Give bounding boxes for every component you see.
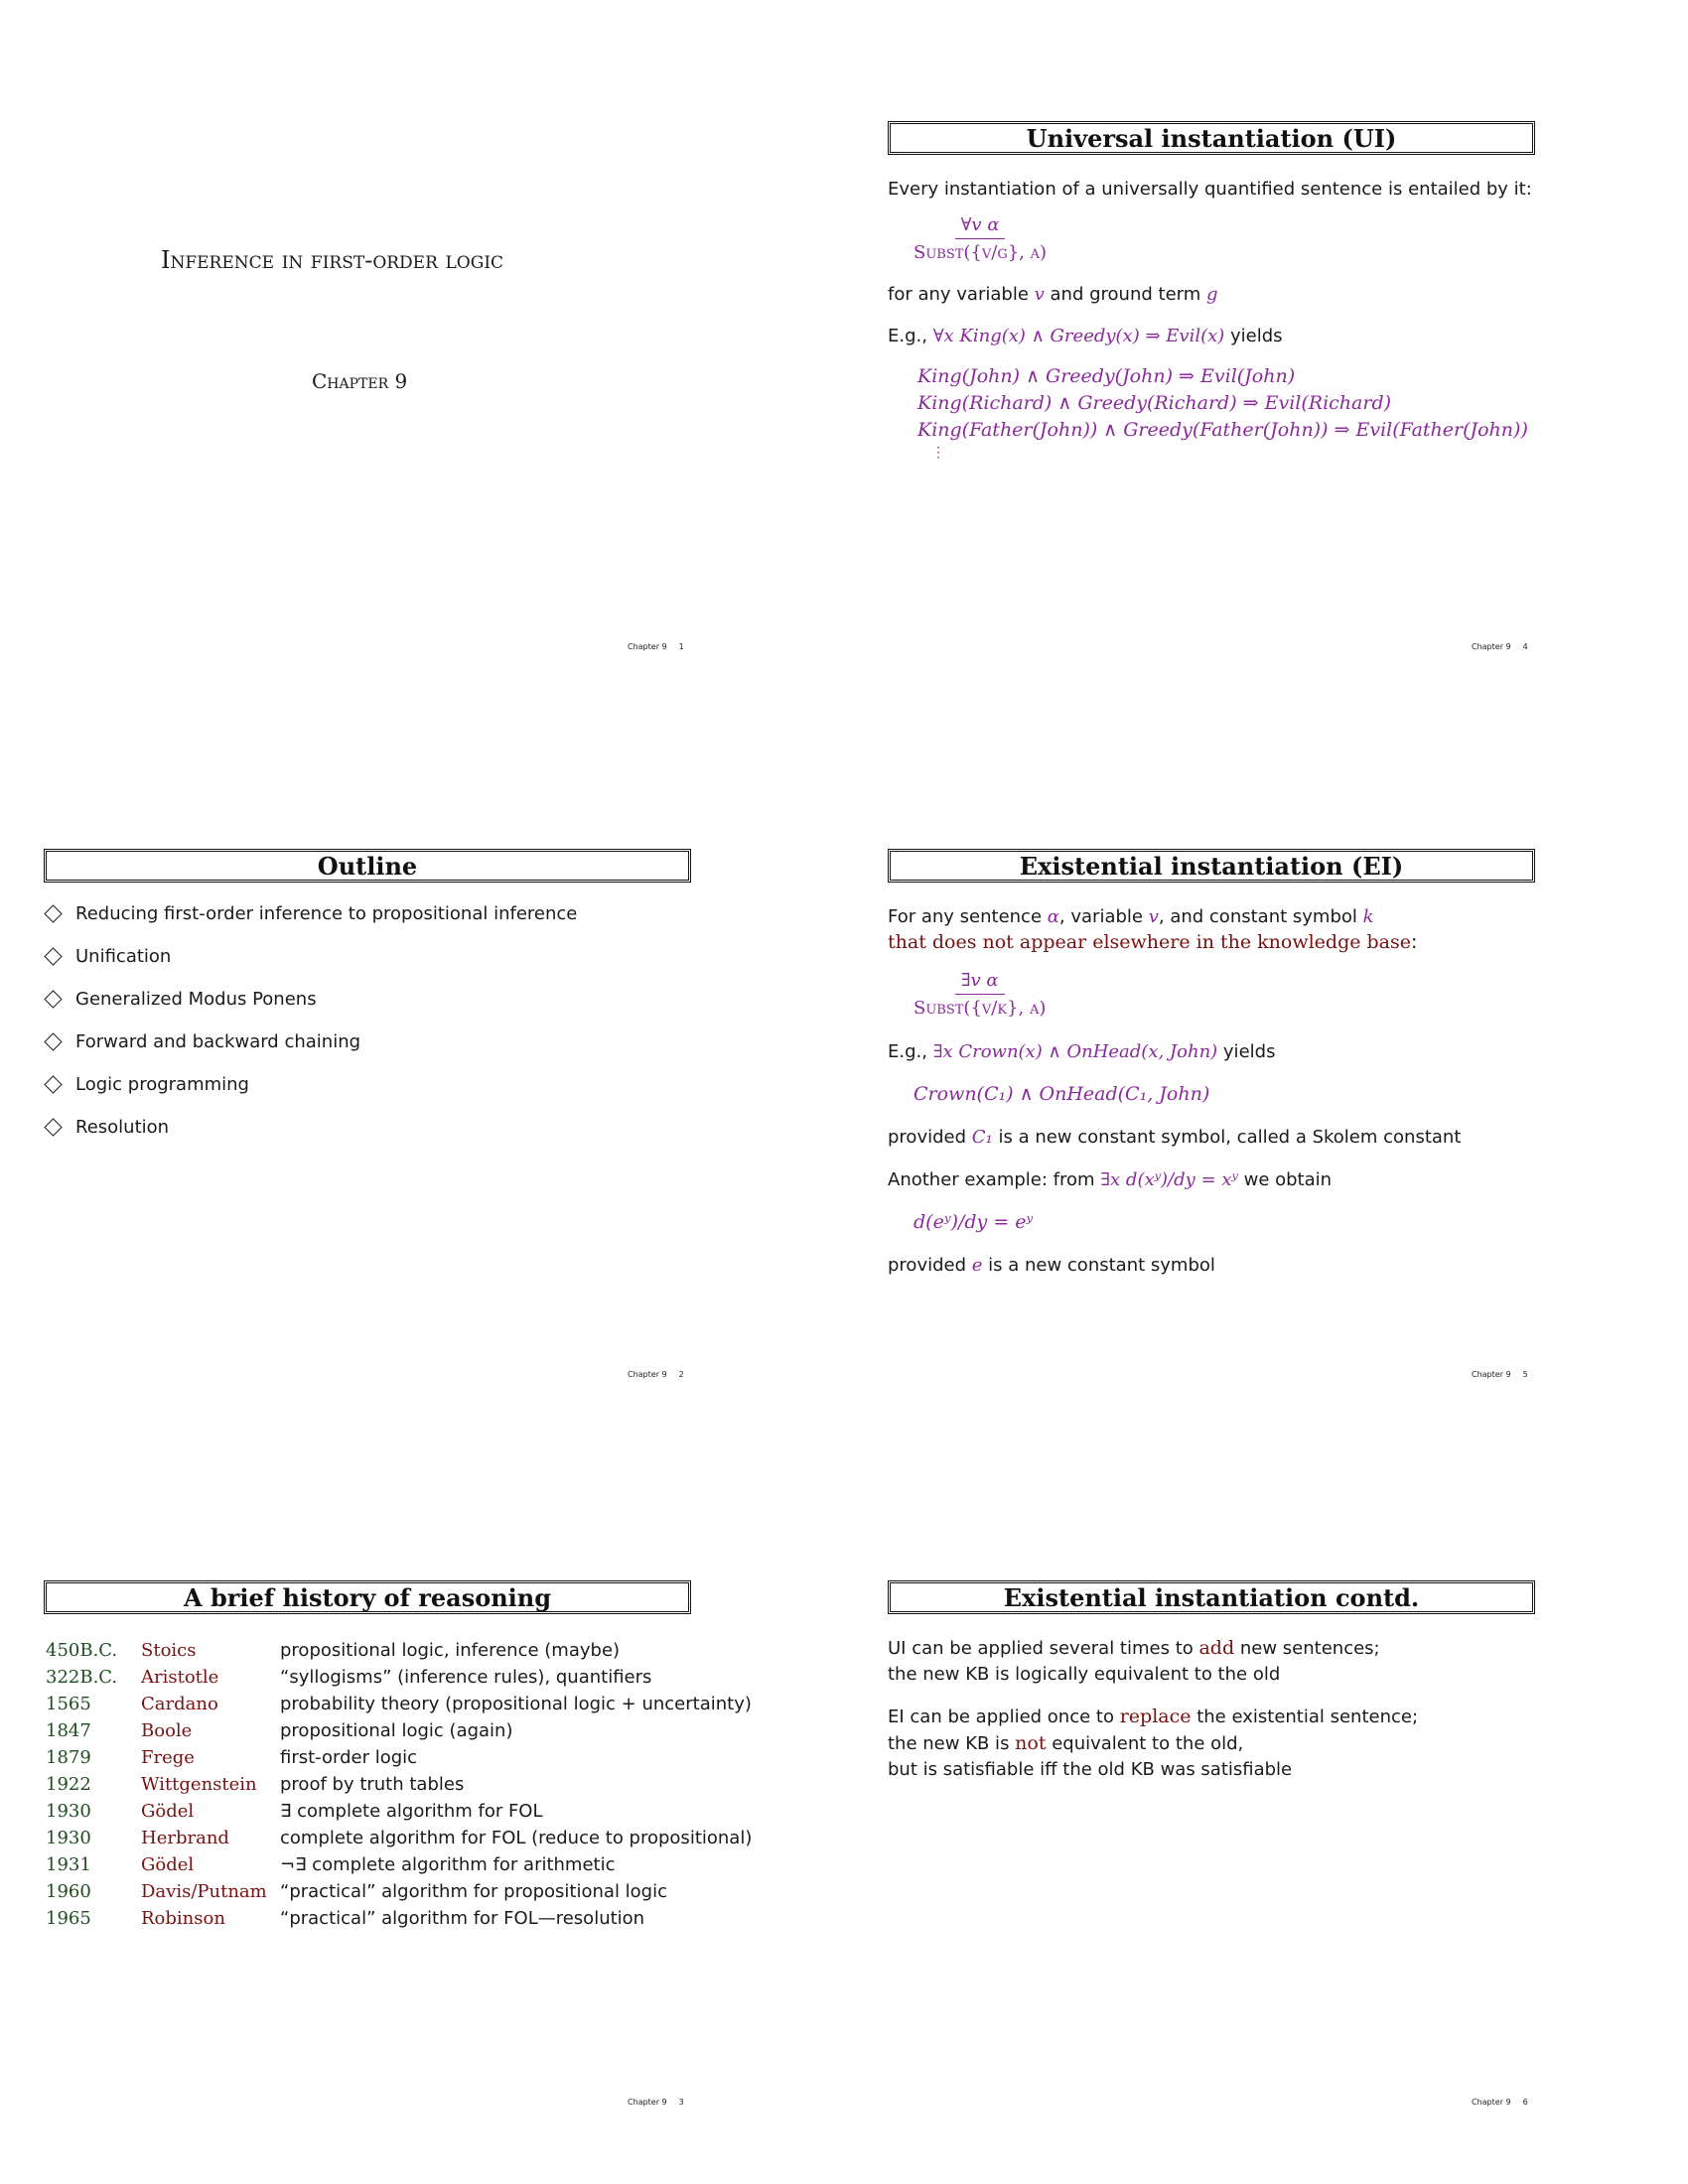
text-part: the new KB is <box>888 1733 1016 1754</box>
outline-item <box>44 1074 249 1095</box>
constant-symbol: e <box>971 1255 983 1276</box>
slide-footer <box>628 642 717 651</box>
diamond-bullet-icon <box>44 1075 62 1093</box>
name-cell: Frege <box>141 1747 195 1768</box>
example-suffix: yields <box>1224 326 1283 346</box>
table-row <box>46 1774 464 1801</box>
description-cell: “practical” algorithm for FOL—resolution <box>280 1908 645 1929</box>
outline-item-label: Logic programming <box>75 1074 249 1095</box>
year-cell: 1879 <box>46 1747 91 1768</box>
footer-label: Chapter 9 <box>1472 1370 1511 1379</box>
condition-text <box>888 284 1218 305</box>
inference-rule <box>914 214 1047 263</box>
example-suffix: yields <box>1217 1041 1276 1062</box>
emphasis-text: replace <box>1119 1706 1192 1727</box>
rule-conclusion: Subst({v/k}, α) <box>914 998 1047 1019</box>
description-cell: “practical” algorithm for propositional logic <box>280 1881 668 1902</box>
table-row <box>46 1801 543 1828</box>
table-row <box>46 1881 667 1908</box>
slide-footer <box>1472 1370 1561 1379</box>
outline-item <box>44 903 577 924</box>
page-number: 3 <box>678 2098 684 2107</box>
description-cell: proof by truth tables <box>280 1774 465 1795</box>
outline-item-label: Resolution <box>75 1117 170 1138</box>
page-number: 4 <box>1522 642 1528 651</box>
year-cell: 450B.C. <box>46 1640 118 1661</box>
paragraph-line <box>888 1637 1380 1659</box>
emphasis-text: add <box>1198 1637 1235 1659</box>
condition-part: and ground term <box>1044 284 1206 305</box>
emphasis-text: that does not appear elsewhere in the knowledge base <box>888 931 1412 953</box>
diamond-bullet-icon <box>44 904 62 922</box>
year-cell: 1930 <box>46 1801 91 1822</box>
footer-label: Chapter 9 <box>628 642 667 651</box>
slide-4 <box>844 0 1688 728</box>
paragraph-line: but is satisfiable iff the old KB was satisfiable <box>888 1759 1293 1780</box>
slide-title: Universal instantiation (UI) <box>888 121 1535 155</box>
slide-footer <box>1472 2098 1561 2107</box>
name-cell: Gödel <box>141 1854 195 1875</box>
name-cell: Herbrand <box>141 1828 229 1848</box>
slide-1 <box>0 0 844 728</box>
name-cell: Robinson <box>141 1908 225 1929</box>
provided-text <box>888 1255 1215 1276</box>
inference-rule <box>914 970 1046 1019</box>
description-cell: “syllogisms” (inference rules), quantifiers <box>280 1667 652 1688</box>
emphasis-line <box>888 931 1417 953</box>
provided-part: is a new constant symbol <box>982 1255 1215 1276</box>
outline-item <box>44 1031 360 1052</box>
name-cell: Cardano <box>141 1694 218 1714</box>
slide-title: Existential instantiation contd. <box>888 1580 1535 1614</box>
table-row <box>46 1694 752 1720</box>
outline-item <box>44 1117 169 1138</box>
condition-part: for any variable <box>888 284 1035 305</box>
description-cell: ¬∃ complete algorithm for arithmetic <box>280 1854 616 1875</box>
table-row <box>46 1908 644 1935</box>
year-cell: 1930 <box>46 1828 91 1848</box>
slide-2 <box>0 728 844 1455</box>
another-part: Another example: from <box>888 1169 1101 1190</box>
page-number: 5 <box>1522 1370 1528 1379</box>
year-cell: 1965 <box>46 1908 91 1929</box>
ellipsis: ⋮ <box>931 445 945 461</box>
slide-title: Existential instantiation (EI) <box>888 849 1535 883</box>
description-cell: ∃ complete algorithm for FOL <box>280 1801 543 1822</box>
example-formula: ∃x Crown(x) ∧ OnHead(x, John) <box>932 1041 1218 1062</box>
table-row <box>46 1854 616 1881</box>
outline-item <box>44 989 317 1010</box>
description-cell: propositional logic (again) <box>280 1720 513 1741</box>
rule-conclusion: Subst({v/g}, α) <box>914 242 1048 263</box>
variable-symbol: v <box>1034 284 1045 305</box>
text-part: the existential sentence; <box>1191 1706 1419 1727</box>
example-line: King(John) ∧ Greedy(John) ⇒ Evil(John) <box>917 365 1296 387</box>
year-cell: 1931 <box>46 1854 91 1875</box>
page-number: 6 <box>1522 2098 1528 2107</box>
diamond-bullet-icon <box>44 947 62 965</box>
slide-footer <box>1472 642 1561 651</box>
condition-text <box>888 906 1374 927</box>
outline-item-label: Generalized Modus Ponens <box>75 989 317 1010</box>
another-example <box>888 1169 1332 1190</box>
footer-label: Chapter 9 <box>1472 2098 1511 2107</box>
another-part: we obtain <box>1237 1169 1333 1190</box>
description-cell: complete algorithm for FOL (reduce to propositional) <box>280 1828 753 1848</box>
chapter-label: Chapter 9 <box>312 369 408 393</box>
colon: : <box>1411 931 1418 953</box>
slide-footer <box>628 2098 717 2107</box>
page-number: 1 <box>678 642 684 651</box>
name-cell: Boole <box>141 1720 193 1741</box>
outline-item-label: Forward and backward chaining <box>75 1031 361 1052</box>
footer-label: Chapter 9 <box>1472 642 1511 651</box>
paragraph-line <box>888 1706 1418 1727</box>
rule-premise: ∀v α <box>955 214 1006 239</box>
text-part: equivalent to the old, <box>1046 1733 1244 1754</box>
another-formula: ∃x d(xʸ)/dy = xʸ <box>1100 1169 1238 1190</box>
year-cell: 1847 <box>46 1720 91 1741</box>
diamond-bullet-icon <box>44 1118 62 1136</box>
table-row <box>46 1640 620 1667</box>
description-cell: probability theory (propositional logic + uncertainty) <box>280 1694 752 1714</box>
description-cell: first-order logic <box>280 1747 418 1768</box>
sentence-symbol: α <box>1047 906 1059 927</box>
table-row <box>46 1828 752 1854</box>
year-cell: 1922 <box>46 1774 91 1795</box>
provided-part: is a new constant symbol, called a Skolem constant <box>992 1127 1462 1148</box>
example-formula: ∀x King(x) ∧ Greedy(x) ⇒ Evil(x) <box>932 326 1225 346</box>
name-cell: Gödel <box>141 1801 195 1822</box>
paragraph-line <box>888 1732 1243 1754</box>
slide-3 <box>0 1455 844 2183</box>
table-row <box>46 1747 417 1774</box>
diamond-bullet-icon <box>44 1032 62 1050</box>
intro-text: Every instantiation of a universally quantified sentence is entailed by it: <box>888 179 1532 200</box>
year-cell: 1565 <box>46 1694 91 1714</box>
condition-part: , and constant symbol <box>1158 906 1363 927</box>
example-line: King(Richard) ∧ Greedy(Richard) ⇒ Evil(Richard) <box>917 392 1392 414</box>
ground-term-symbol: g <box>1205 284 1218 305</box>
slide-title: A brief history of reasoning <box>44 1580 691 1614</box>
variable-symbol: v <box>1148 906 1159 927</box>
condition-part: , variable <box>1058 906 1149 927</box>
slide-5 <box>844 728 1688 1455</box>
slide-6 <box>844 1455 1688 2183</box>
table-row <box>46 1667 651 1694</box>
year-cell: 1960 <box>46 1881 91 1902</box>
example-intro <box>888 326 1283 346</box>
example-prefix: E.g., <box>888 326 933 346</box>
text-part: EI can be applied once to <box>888 1706 1120 1727</box>
provided-text <box>888 1127 1461 1148</box>
text-part: UI can be applied several times to <box>888 1638 1199 1659</box>
example-line: King(Father(John)) ∧ Greedy(Father(John)) ⇒ Evil(Father(John)) <box>917 419 1528 441</box>
description-cell: propositional logic, inference (maybe) <box>280 1640 621 1661</box>
outline-item-label: Unification <box>75 946 172 967</box>
footer-label: Chapter 9 <box>628 2098 667 2107</box>
emphasis-text: not <box>1015 1732 1047 1754</box>
provided-part: provided <box>888 1127 972 1148</box>
name-cell: Davis/Putnam <box>141 1881 267 1902</box>
rule-premise: ∃v α <box>955 970 1005 995</box>
diamond-bullet-icon <box>44 990 62 1008</box>
footer-label: Chapter 9 <box>628 1370 667 1379</box>
provided-part: provided <box>888 1255 972 1276</box>
example-line: d(eʸ)/dy = eʸ <box>914 1211 1034 1233</box>
slide-footer <box>628 1370 717 1379</box>
name-cell: Wittgenstein <box>141 1774 257 1795</box>
name-cell: Stoics <box>141 1640 197 1661</box>
paragraph-line: the new KB is logically equivalent to the old <box>888 1664 1281 1685</box>
page-number: 2 <box>678 1370 684 1379</box>
example-intro <box>888 1041 1275 1062</box>
skolem-symbol: C₁ <box>971 1127 993 1148</box>
table-row <box>46 1720 513 1747</box>
slide-title: Outline <box>44 849 691 883</box>
outline-item <box>44 946 171 967</box>
constant-symbol: k <box>1362 906 1374 927</box>
condition-part: For any sentence <box>888 906 1048 927</box>
year-cell: 322B.C. <box>46 1667 118 1688</box>
outline-item-label: Reducing first-order inference to propositional inference <box>75 903 578 924</box>
example-prefix: E.g., <box>888 1041 933 1062</box>
text-part: new sentences; <box>1234 1638 1380 1659</box>
name-cell: Aristotle <box>141 1667 219 1688</box>
slide-title: Inference in first-order logic <box>161 246 504 274</box>
example-line: Crown(C₁) ∧ OnHead(C₁, John) <box>914 1083 1210 1105</box>
